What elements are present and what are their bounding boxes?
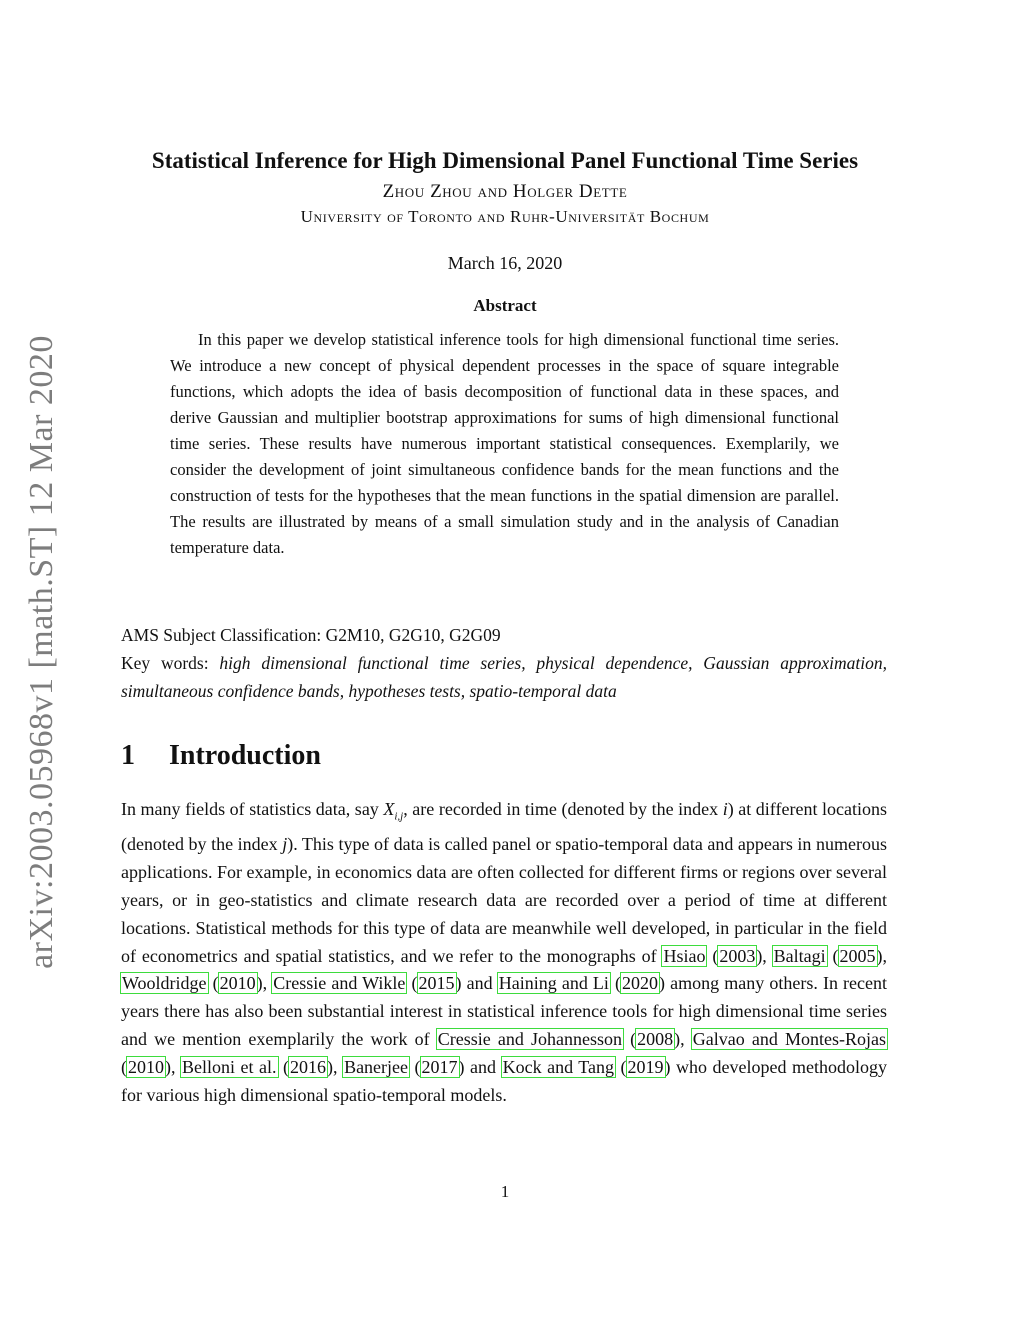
abstract-heading: Abstract <box>473 296 537 315</box>
arxiv-identifier-stamp: arXiv:2003.05968v1 [math.ST] 12 Mar 2020 <box>23 335 60 969</box>
citation-link-wooldridge[interactable]: Wooldridge <box>122 973 207 994</box>
citation-year-galvao-montes-rojas[interactable]: 2010 <box>128 1056 164 1077</box>
intro-paragraph: In many fields of statistics data, say $X_{i,j}$, are recorded in time (denoted by the index i) at different locations (denoted by the index j). This type of data is called panel or spatio-temporal data and appears in numerous applications. For example, in economics data are often collected for different firms or regions over several years, or in geo-statistics and climate research data are recorded over a period of time at different locations. Statistical methods for this type of data are meanwhile well developed, in particular in the field of econometrics and spatial statistics, and we refer to the monographs of Hsiao (2003), Baltagi (2005), Wooldridge (2010), Cressie and Wikle (2015) and Haining and Li (2020) among many others. In recent years there has also been substantial interest in statistical inference tools for high dimensional time series and we mention exemplarily the work of Cressie and Johannesson (2008), Galvao and Montes-Rojas (2010), Belloni et al. (2016), Banerjee (2017) and Kock and Tang (2019) who developed methodology for various high dimensional spatio-temporal models. <box>121 799 888 1105</box>
citation-link-haining-li[interactable]: Haining and Li <box>498 973 609 994</box>
affiliations: University of Toronto and Ruhr-Universität Bochum <box>300 207 710 226</box>
math-j: j <box>282 834 288 855</box>
intro-text: who developed methodology for various high dimensional spatio-temporal models. <box>121 1056 888 1105</box>
citation-year-baltagi[interactable]: 2005 <box>839 945 876 966</box>
math-x <box>383 799 404 823</box>
ams-classification <box>121 621 887 649</box>
section-heading <box>121 740 321 772</box>
date: March 16, 2020 <box>447 253 563 273</box>
intro-text: ) at different locations (denoted by the index <box>121 799 887 855</box>
citation-year-hsiao[interactable]: 2003 <box>719 945 756 966</box>
citation-link-cressie-johannesson[interactable]: Cressie and Johannesson <box>437 1028 623 1049</box>
citation-link-banerjee[interactable]: Banerjee <box>344 1056 409 1077</box>
citation-link-galvao-montes-rojas[interactable]: Galvao and Montes-Rojas <box>692 1028 886 1049</box>
citation-year-cressie-johannesson[interactable]: 2008 <box>637 1028 674 1049</box>
abstract-text: In this paper we develop statistical inference tools for high dimensional functional time series. We introduce a new concept of physical dependent processes in the space of square integrable functions, which adopts the idea of basis decomposition of functional data in these spaces, and derive Gaussian and multiplier bootstrap approximations for sums of high dimensional functional time series. These results have numerous important statistical consequences. Exemplarily, we consider the development of joint simultaneous confidence bands for the mean functions and the construction of tests for the hypotheses that the mean functions in the spatial dimension are parallel. The results are illustrated by means of a small simulation study and in the analysis of Canadian temperature data. <box>170 330 839 557</box>
keywords <box>121 649 887 705</box>
intro-text: ). This type of data is called panel or spatio-temporal data and appears in numerous applications. For example, in economics data are often collected for different firms or regions over several years, or in geo-statistics and climate research data are recorded over a period of time at different locations. Statistical methods for this type of data are meanwhile well developed, in particular in the field of econometrics and spatial statistics, and we refer to the monographs of <box>121 834 887 966</box>
intro-text: In many fields of statistics data, say <box>121 799 384 819</box>
citation-link-kock-tang[interactable]: Kock and Tang <box>502 1056 614 1077</box>
section-title: Introduction <box>169 740 321 771</box>
intro-text: and <box>461 973 498 994</box>
math-x-subscript: i,j <box>394 810 404 823</box>
intro-text: and <box>464 1056 502 1077</box>
intro-text: among many others. In recent years there has also been substantial interest in statistical inference tools for high dimensional time series and we mention exemplarily the work of <box>121 973 888 1049</box>
citation-year-cressie-wikle[interactable]: 2015 <box>418 973 455 994</box>
citation-link-baltagi[interactable]: Baltagi <box>773 945 826 966</box>
citation-year-belloni[interactable]: 2016 <box>290 1056 327 1077</box>
page-number: 1 <box>500 1182 510 1201</box>
citation-link-cressie-wikle[interactable]: Cressie and Wikle <box>273 973 406 994</box>
math-i: i <box>722 799 728 819</box>
ams-codes: G2M10, G2G10, G2G09 <box>325 625 501 645</box>
citation-year-haining-li[interactable]: 2020 <box>622 973 659 994</box>
math-x-symbol: X <box>383 799 395 819</box>
ams-label: AMS Subject Classification: <box>121 625 322 645</box>
section-number: 1 <box>121 740 135 771</box>
intro-text: , are recorded in time (denoted by the index <box>403 799 723 819</box>
authors: Zhou Zhou and Holger Dette <box>382 181 628 202</box>
citation-year-kock-tang[interactable]: 2019 <box>627 1056 664 1077</box>
citation-year-banerjee[interactable]: 2017 <box>421 1056 458 1077</box>
keywords-label: Key words: <box>121 653 209 673</box>
paper-title: Statistical Inference for High Dimensional Panel Functional Time Series <box>151 148 859 173</box>
citation-link-hsiao[interactable]: Hsiao <box>663 945 706 966</box>
citation-link-belloni[interactable]: Belloni et al. <box>182 1056 277 1077</box>
citation-year-wooldridge[interactable]: 2010 <box>219 973 256 994</box>
keywords-text: high dimensional functional time series, physical dependence, Gaussian approximation, simultaneous confidence bands, hypotheses tests, spatio-temporal data <box>121 653 888 701</box>
